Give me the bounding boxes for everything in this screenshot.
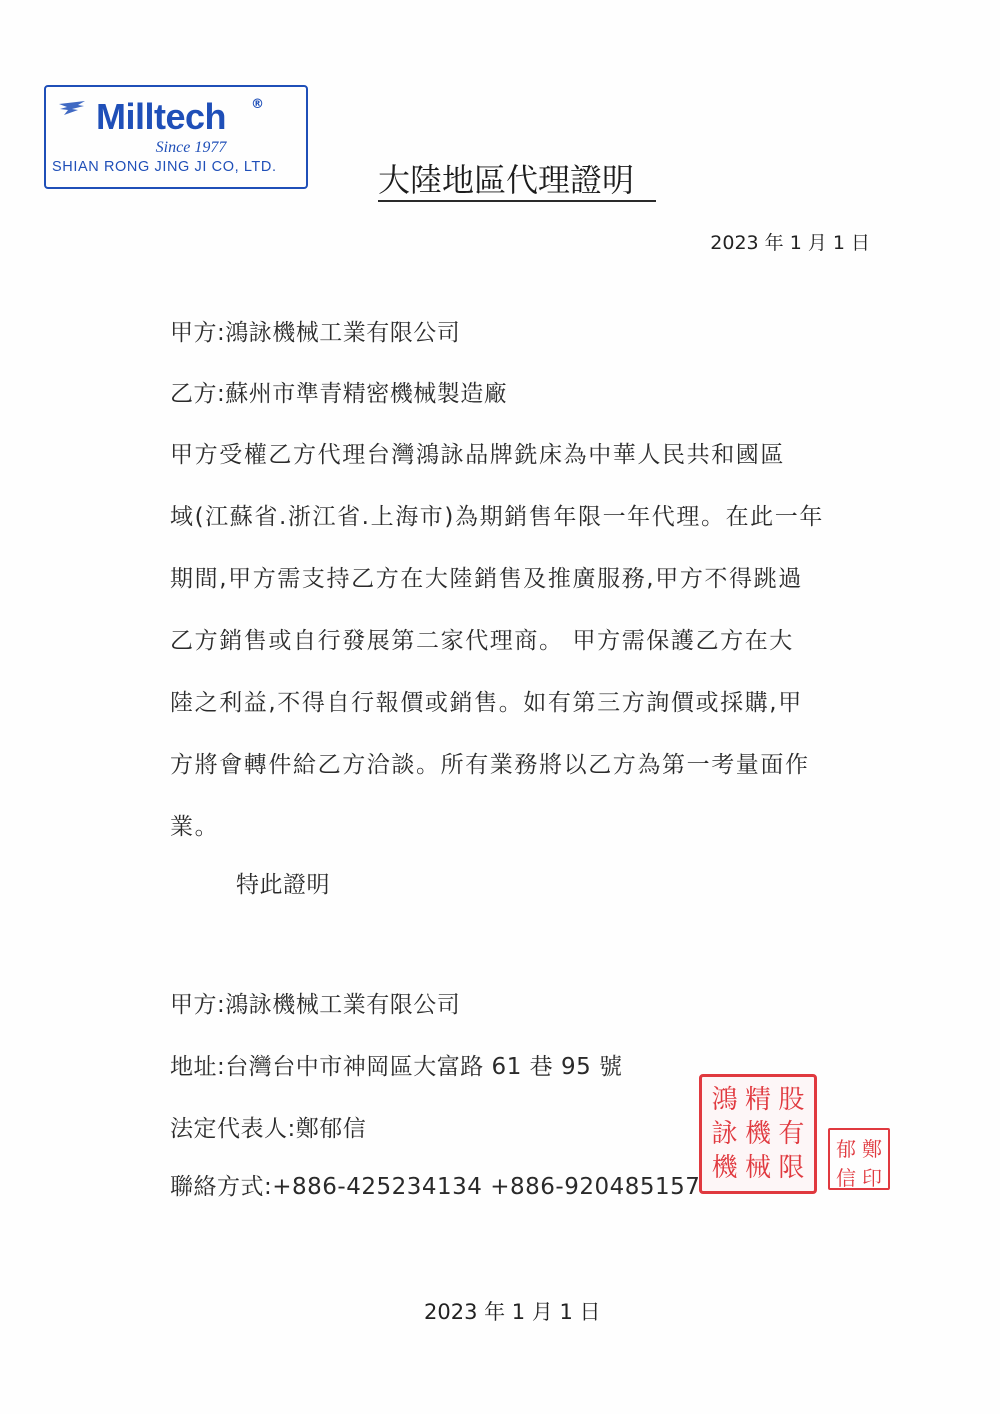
seal-char: 械 [744,1153,771,1183]
signature-address: 地址:台灣台中市神岡區大富路 61 巷 95 號 [170,1054,623,1080]
seal-char: 股 [778,1085,805,1115]
seal-char: 信 [836,1166,856,1190]
logo-since-text: Since 1977 [155,139,227,156]
seal-char: 有 [778,1119,805,1149]
body-line: 域(江蘇省.浙江省.上海市)為期銷售年限一年代理。在此一年 [170,504,824,530]
party-b-line: 乙方:蘇州市準青精密機械製造廠 [170,381,508,407]
signature-legal-rep: 法定代表人:鄭郁信 [170,1116,367,1142]
logo-brand-name: Milltech [96,96,227,137]
personal-seal-stamp [828,1128,890,1190]
wing-emblem-icon [58,99,86,117]
date-top: 2023 年 1 月 1 日 [710,232,870,254]
seal-char: 限 [778,1153,805,1183]
registered-mark-icon: ® [251,97,264,112]
signature-party-a: 甲方:鴻詠機械工業有限公司 [170,992,461,1018]
date-bottom: 2023 年 1 月 1 日 [424,1300,601,1324]
certify-text: 特此證明 [236,872,330,898]
seal-char: 鄭 [862,1137,882,1161]
seal-char: 郁 [836,1137,856,1161]
body-line: 期間,甲方需支持乙方在大陸銷售及推廣服務,甲方不得跳過 [170,566,803,592]
body-line: 方將會轉件給乙方洽談。所有業務將以乙方為第一考量面作 [170,752,810,778]
body-line: 業。 [170,814,220,840]
body-line: 乙方銷售或自行發展第二家代理商。 甲方需保護乙方在大 [170,628,794,654]
seal-char: 鴻 [711,1085,738,1115]
signature-contact: 聯絡方式:+886-425234134 +886-920485157 [170,1174,701,1200]
seal-char: 印 [862,1166,882,1190]
logo-company-name: SHIAN RONG JING JI CO, LTD. [52,159,277,175]
body-line: 陸之利益,不得自行報價或銷售。如有第三方詢價或採購,甲 [170,690,803,716]
seal-char: 機 [711,1153,738,1183]
document-title: 大陸地區代理證明 [378,160,656,202]
body-line: 甲方受權乙方代理台灣鴻詠品牌銑床為中華人民共和國區 [170,442,785,468]
seal-char: 機 [744,1119,771,1149]
party-a-line: 甲方:鴻詠機械工業有限公司 [170,320,461,346]
company-seal-stamp [699,1074,817,1194]
company-logo-stamp [44,85,308,189]
seal-char: 詠 [711,1119,738,1149]
seal-char: 精 [744,1085,771,1115]
